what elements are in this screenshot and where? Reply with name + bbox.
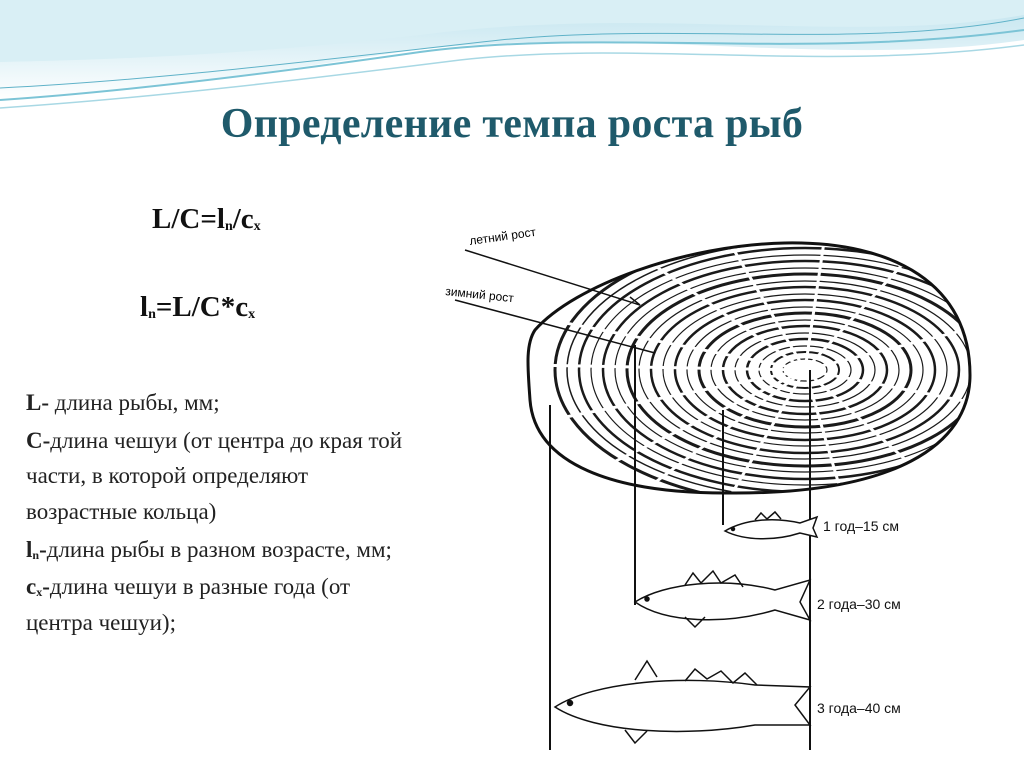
definition-C: С-длина чешуи (от центра до края той части, в которой определяют возрастные кольца) bbox=[26, 427, 403, 524]
slide-title: Определение темпа роста рыб bbox=[220, 101, 804, 147]
age-label-2: 2 года–30 см bbox=[817, 596, 901, 612]
age-label-1: 1 год–15 см bbox=[823, 518, 899, 534]
fish-age-1 bbox=[725, 512, 817, 539]
fish-scale-diagram bbox=[425, 225, 1024, 767]
winter-growth-label: зимний рост bbox=[444, 284, 515, 306]
formula-back-calculation: $l_n=L/C*c_x$ bbox=[140, 291, 256, 323]
fish-age-2 bbox=[635, 571, 810, 627]
definition-ln: $l_n$-длина рыбы в разном возрасте, мм; bbox=[26, 536, 392, 562]
summer-growth-label: летний рост bbox=[468, 225, 537, 248]
definition-cx: $c_x$-длина чешуи в разные года (от центра чешуи); bbox=[26, 574, 351, 635]
fish-age-3 bbox=[555, 661, 810, 743]
formula-scale-ratio: $L/C=l_n/c_x$ bbox=[152, 203, 261, 235]
definitions-list bbox=[26, 385, 421, 642]
definition-L: L- длина рыбы, мм; bbox=[26, 390, 220, 415]
fish-scale-image bbox=[515, 235, 1024, 505]
age-label-3: 3 года–40 см bbox=[817, 700, 901, 716]
